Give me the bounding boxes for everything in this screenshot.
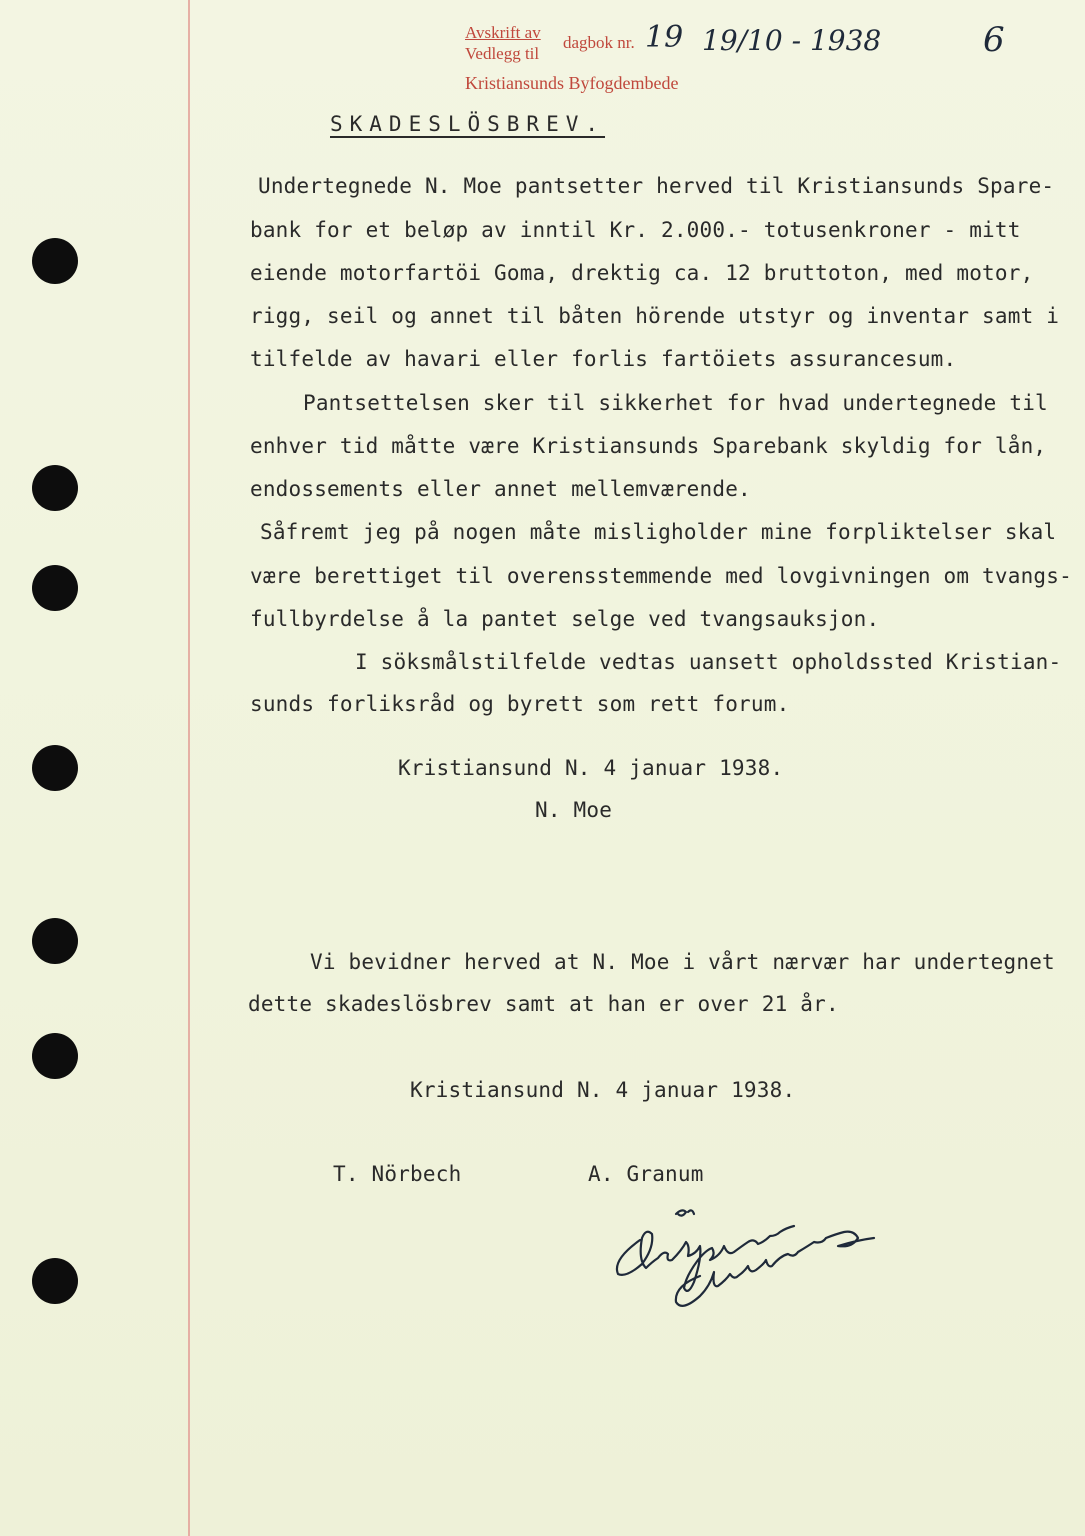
place-date-2: Kristiansund N. 4 januar 1938.	[410, 1078, 796, 1102]
body-line: rigg, seil og annet til båten hörende utstyr og inventar samt i	[250, 304, 1060, 328]
body-line: bank for et beløp av inntil Kr. 2.000.- totusenkroner - mitt	[250, 218, 1021, 242]
body-line: sunds forliksråd og byrett som rett forum.	[250, 692, 790, 716]
witness-line: dette skadeslösbrev samt at han er over 21 år.	[248, 992, 839, 1016]
witness-1-name: T. Nörbech	[333, 1162, 462, 1186]
body-line: Såfremt jeg på nogen måte misligholder mine forpliktelser skal	[260, 520, 1057, 544]
stamp-line-2: Vedlegg til	[465, 44, 540, 63]
place-date-1: Kristiansund N. 4 januar 1938.	[398, 756, 784, 780]
page-number: 6	[983, 20, 1005, 60]
stamp-office: Kristiansunds Byfogdembede	[465, 73, 679, 93]
dagbok-number: 19	[645, 20, 684, 55]
body-line: endossements eller annet mellemværende.	[250, 477, 751, 501]
body-line: Undertegnede N. Moe pantsetter herved til Kristiansunds Spare-	[258, 174, 1055, 198]
document-title: SKADESLÖSBREV.	[330, 112, 606, 136]
witness-2-name: A. Granum	[588, 1162, 704, 1186]
body-line: tilfelde av havari eller forlis fartöiets assurancesum.	[250, 347, 957, 371]
signer-name: N. Moe	[535, 798, 613, 822]
stamp-line-1: Avskrift av	[465, 23, 541, 42]
dagbok-date: 19/10 - 1938	[702, 24, 882, 57]
body-line: Pantsettelsen sker til sikkerhet for hvad undertegnede til	[303, 391, 1048, 415]
stamp-dagbok-label: dagbok nr.	[563, 33, 635, 52]
body-line: enhver tid måtte være Kristiansunds Sparebank skyldig for lån,	[250, 434, 1047, 458]
body-line: I söksmålstilfelde vedtas uansett opholdssted Kristian-	[355, 650, 1062, 674]
body-line: fullbyrdelse å la pantet selge ved tvangsauksjon.	[250, 607, 880, 631]
witness-line: Vi bevidner herved at N. Moe i vårt nærvær har undertegnet	[310, 950, 1055, 974]
body-line: eiende motorfartöi Goma, drektig ca. 12 bruttoton, med motor,	[250, 261, 1034, 285]
body-line: være berettiget til overensstemmende med lovgivningen om tvangs-	[250, 564, 1072, 588]
